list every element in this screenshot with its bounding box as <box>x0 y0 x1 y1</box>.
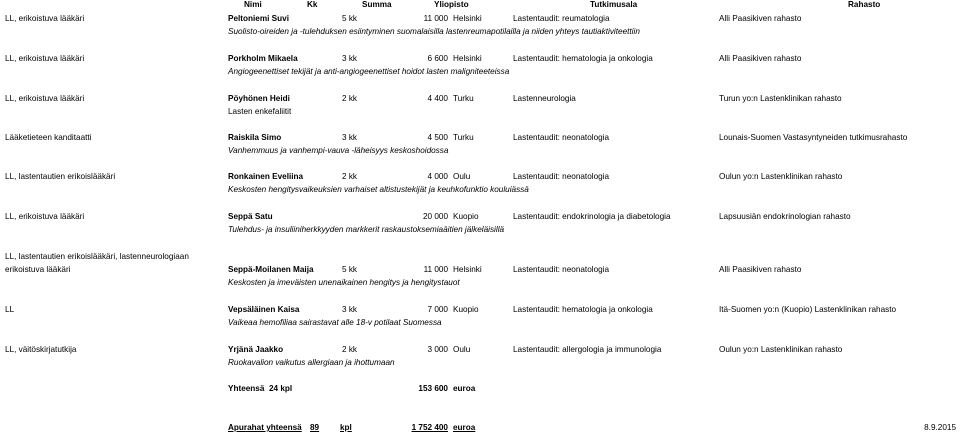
city-cell: Helsinki <box>453 54 482 63</box>
fund-cell: Oulun yo:n Lastenklinikan rahasto <box>719 345 843 354</box>
degree-cell: LL, väitöskirjatutkija <box>5 345 77 354</box>
name-cell: Seppä-Moilanen Maija <box>228 265 314 274</box>
sum-cell: 6 600 <box>427 54 448 63</box>
kk-cell: 3 kk <box>342 133 358 142</box>
degree-cell: Lääketieteen kanditaatti <box>5 133 92 142</box>
field-cell: Lastentaudit: reumatologia <box>513 14 610 23</box>
name-cell: Raiskila Simo <box>228 133 282 142</box>
degree-cell: LL, erikoistuva lääkäri <box>5 94 85 103</box>
grand-total-unit: kpl <box>340 423 352 432</box>
field-cell: Lastentaudit: hematologia ja onkologia <box>513 305 653 314</box>
grand-total-sum: 1 752 400 <box>411 423 448 432</box>
name-cell: Vepsäläinen Kaisa <box>228 305 300 314</box>
header-rahasto: Rahasto <box>848 0 881 9</box>
sum-cell: 4 500 <box>427 133 448 142</box>
project-title: Lasten enkefaliitit <box>228 107 292 116</box>
kk-cell: 2 kk <box>342 345 358 354</box>
fund-cell: Alli Paasikiven rahasto <box>719 14 802 23</box>
document-date: 8.9.2015 <box>924 423 956 432</box>
subtotal-count: 24 kpl <box>269 384 293 393</box>
city-cell: Helsinki <box>453 14 482 23</box>
sum-cell: 4 400 <box>427 94 448 103</box>
sum-cell: 3 000 <box>427 345 448 354</box>
project-title: Keskosten ja imeväisten unenaikainen hengitys ja hengitystauot <box>228 278 460 287</box>
project-title: Tulehdus- ja insuliiniherkkyyden markkerit raskaustoksemiaäitien jälkeläisillä <box>228 225 505 234</box>
sum-cell: 7 000 <box>427 305 448 314</box>
header-summa: Summa <box>362 0 392 9</box>
field-cell: Lastentaudit: hematologia ja onkologia <box>513 54 653 63</box>
city-cell: Kuopio <box>453 305 479 314</box>
subtotal-sum: 153 600 <box>418 384 448 393</box>
fund-cell: Lapsuusiän endokrinologian rahasto <box>719 212 851 221</box>
project-title: Vanhemmuus ja vanhempi-vauva -läheisyys keskoshoidossa <box>228 146 449 155</box>
subtotal-currency: euroa <box>453 384 476 393</box>
name-cell: Porkholm Mikaela <box>228 54 298 63</box>
degree-cell: LL, lastentautien erikoislääkäri <box>5 172 116 181</box>
name-cell: Yrjänä Jaakko <box>228 345 284 354</box>
grand-total-count: 89 <box>310 423 320 432</box>
city-cell: Turku <box>453 133 474 142</box>
field-cell: Lastentaudit: endokrinologia ja diabetologia <box>513 212 671 221</box>
degree-cell: LL, erikoistuva lääkäri <box>5 54 85 63</box>
degree-cell-line-2: erikoistuva lääkäri <box>5 265 71 274</box>
field-cell: Lastentaudit: allergologia ja immunologia <box>513 345 662 354</box>
project-title: Keskosten hengitysvaikeuksien varhaiset altistustekijät ja keuhkofunktio kouluiässä <box>228 185 529 194</box>
fund-cell: Lounais-Suomen Vastasyntyneiden tutkimusrahasto <box>719 133 908 142</box>
degree-cell: LL, erikoistuva lääkäri <box>5 14 85 23</box>
name-cell: Seppä Satu <box>228 212 273 221</box>
sum-cell: 11 000 <box>423 265 448 274</box>
header-name: Nimi <box>244 0 262 9</box>
name-cell: Pöyhönen Heidi <box>228 94 290 103</box>
city-cell: Helsinki <box>453 265 482 274</box>
header-tutkimusala: Tutkimusala <box>590 0 638 9</box>
project-title: Vaikeaa hemofiliaa sairastavat alle 18-v potilaat Suomessa <box>228 318 442 327</box>
kk-cell: 3 kk <box>342 54 358 63</box>
project-title: Angiogeenettiset tekijät ja anti-angiogeenettiset hoidot lasten maligniteeteissa <box>228 67 510 76</box>
city-cell: Oulu <box>453 345 471 354</box>
fund-cell: Alli Paasikiven rahasto <box>719 265 802 274</box>
field-cell: Lastenneurologia <box>513 94 576 103</box>
sum-cell: 11 000 <box>423 14 448 23</box>
kk-cell: 5 kk <box>342 265 358 274</box>
header-yliopisto: Yliopisto <box>434 0 469 9</box>
degree-cell: LL, lastentautien erikoislääkäri, lastenneurologiaan <box>5 252 189 261</box>
name-cell: Peltoniemi Suvi <box>228 14 289 23</box>
kk-cell: 2 kk <box>342 94 358 103</box>
grand-total-label: Apurahat yhteensä <box>228 423 302 432</box>
grand-total-currency: euroa <box>453 423 476 432</box>
fund-cell: Turun yo:n Lastenklinikan rahasto <box>719 94 842 103</box>
kk-cell: 3 kk <box>342 305 358 314</box>
sum-cell: 4 000 <box>427 172 448 181</box>
field-cell: Lastentaudit: neonatologia <box>513 265 610 274</box>
city-cell: Oulu <box>453 172 471 181</box>
fund-cell: Itä-Suomen yo:n (Kuopio) Lastenklinikan rahasto <box>719 305 897 314</box>
subtotal-label: Yhteensä <box>228 384 265 393</box>
field-cell: Lastentaudit: neonatologia <box>513 133 610 142</box>
fund-cell: Alli Paasikiven rahasto <box>719 54 802 63</box>
degree-cell: LL, erikoistuva lääkäri <box>5 212 85 221</box>
name-cell: Ronkainen Eveliina <box>228 172 304 181</box>
sum-cell: 20 000 <box>422 212 448 221</box>
header-kk: Kk <box>307 0 318 9</box>
project-title: Ruokavalion vaikutus allergiaan ja ihottumaan <box>228 358 395 367</box>
city-cell: Kuopio <box>453 212 479 221</box>
field-cell: Lastentaudit: neonatologia <box>513 172 610 181</box>
project-title: Suolisto-oireiden ja -tulehduksen esiintyminen suomalaisilla lastenreumapotilailla ja niiden yhteys tautiaktiviteettiin <box>228 27 640 36</box>
city-cell: Turku <box>453 94 474 103</box>
degree-cell: LL <box>5 305 15 314</box>
kk-cell: 2 kk <box>342 172 358 181</box>
kk-cell: 5 kk <box>342 14 358 23</box>
fund-cell: Oulun yo:n Lastenklinikan rahasto <box>719 172 843 181</box>
